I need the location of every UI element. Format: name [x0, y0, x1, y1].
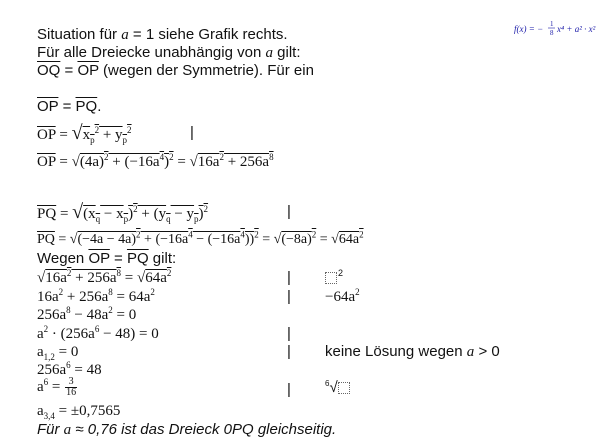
step-2-bar: |	[287, 288, 291, 305]
step-1-op: 2	[325, 269, 343, 287]
step-6: $256a^6 = 48$	[37, 360, 102, 378]
function-label-frac-den: 8	[550, 29, 554, 37]
line-op-pq: $\overline{OP} = \overline{PQ}$.	[37, 98, 102, 115]
op-bar: |	[190, 124, 194, 141]
step-7: $a^6$ = $\frac{3}{16}$	[37, 376, 77, 398]
graph-svg	[408, 10, 608, 194]
step-1: $√16a^2 + 256a^8 = √64a^2$	[37, 268, 172, 286]
function-label: f(x) = −	[514, 24, 544, 34]
graph-background	[408, 10, 608, 194]
step-5: $a_{1,2} = 0$	[37, 344, 79, 362]
function-label-rest: x⁴ + a² · x²	[557, 24, 596, 34]
step-5-op: keine Lösung wegen a > 0	[325, 343, 500, 360]
step-5-bar: |	[287, 343, 291, 360]
pq-result: $\overline{PQ} = √(-4a - 4a)^2 + (-16a^4 - (-16a^4))^2 = √(-8a)^2 = √64a^2$	[37, 229, 364, 247]
step-8: $a_{3,4} = \pm 0,7565$	[37, 403, 121, 421]
step-4: $a^2 \cdot (256a^6 - 48) = 0$	[37, 324, 159, 342]
pq-bar: |	[287, 203, 291, 220]
step-2-op: $-64a^2$	[325, 287, 360, 305]
function-graph	[408, 10, 608, 194]
step-2: $16a^2 + 256a^8 = 64a^2$	[37, 287, 155, 305]
line-unabhaengig: Für alle Dreiecke unabhängig von a gilt:	[37, 44, 301, 61]
function-label-frac-num: 1	[550, 20, 554, 28]
conclusion: Für a ≈ 0,76 ist das Dreieck 0PQ gleichseitig.	[37, 421, 337, 438]
step-7-op: $^6$√	[325, 379, 351, 397]
pq-formula: $\overline{PQ} = √(x_q - x_p)^2 + (y_q - y_p)^2$	[37, 201, 209, 224]
op-result: $\overline{OP} = √(4a)^2 + (-16a^4)^2 = √16a^2 + 256a^8$	[37, 152, 274, 170]
wegen-line: Wegen $\overline{OP} = \overline{PQ}$ gilt:	[37, 250, 177, 267]
line-situation: Situation für a = 1 siehe Grafik rechts.	[37, 26, 288, 43]
step-3: $256a^8 - 48a^2 = 0$	[37, 305, 137, 323]
step-7-bar: |	[287, 381, 291, 398]
op-formula: $\overline{OP} = √x_p^2 + y_p^2$	[37, 122, 132, 145]
step-1-bar: |	[287, 269, 291, 286]
step-4-bar: |	[287, 325, 291, 342]
line-oq-op: $\overline{OQ} = \overline{OP}$ (wegen der Symmetrie). Für ein	[37, 62, 314, 79]
